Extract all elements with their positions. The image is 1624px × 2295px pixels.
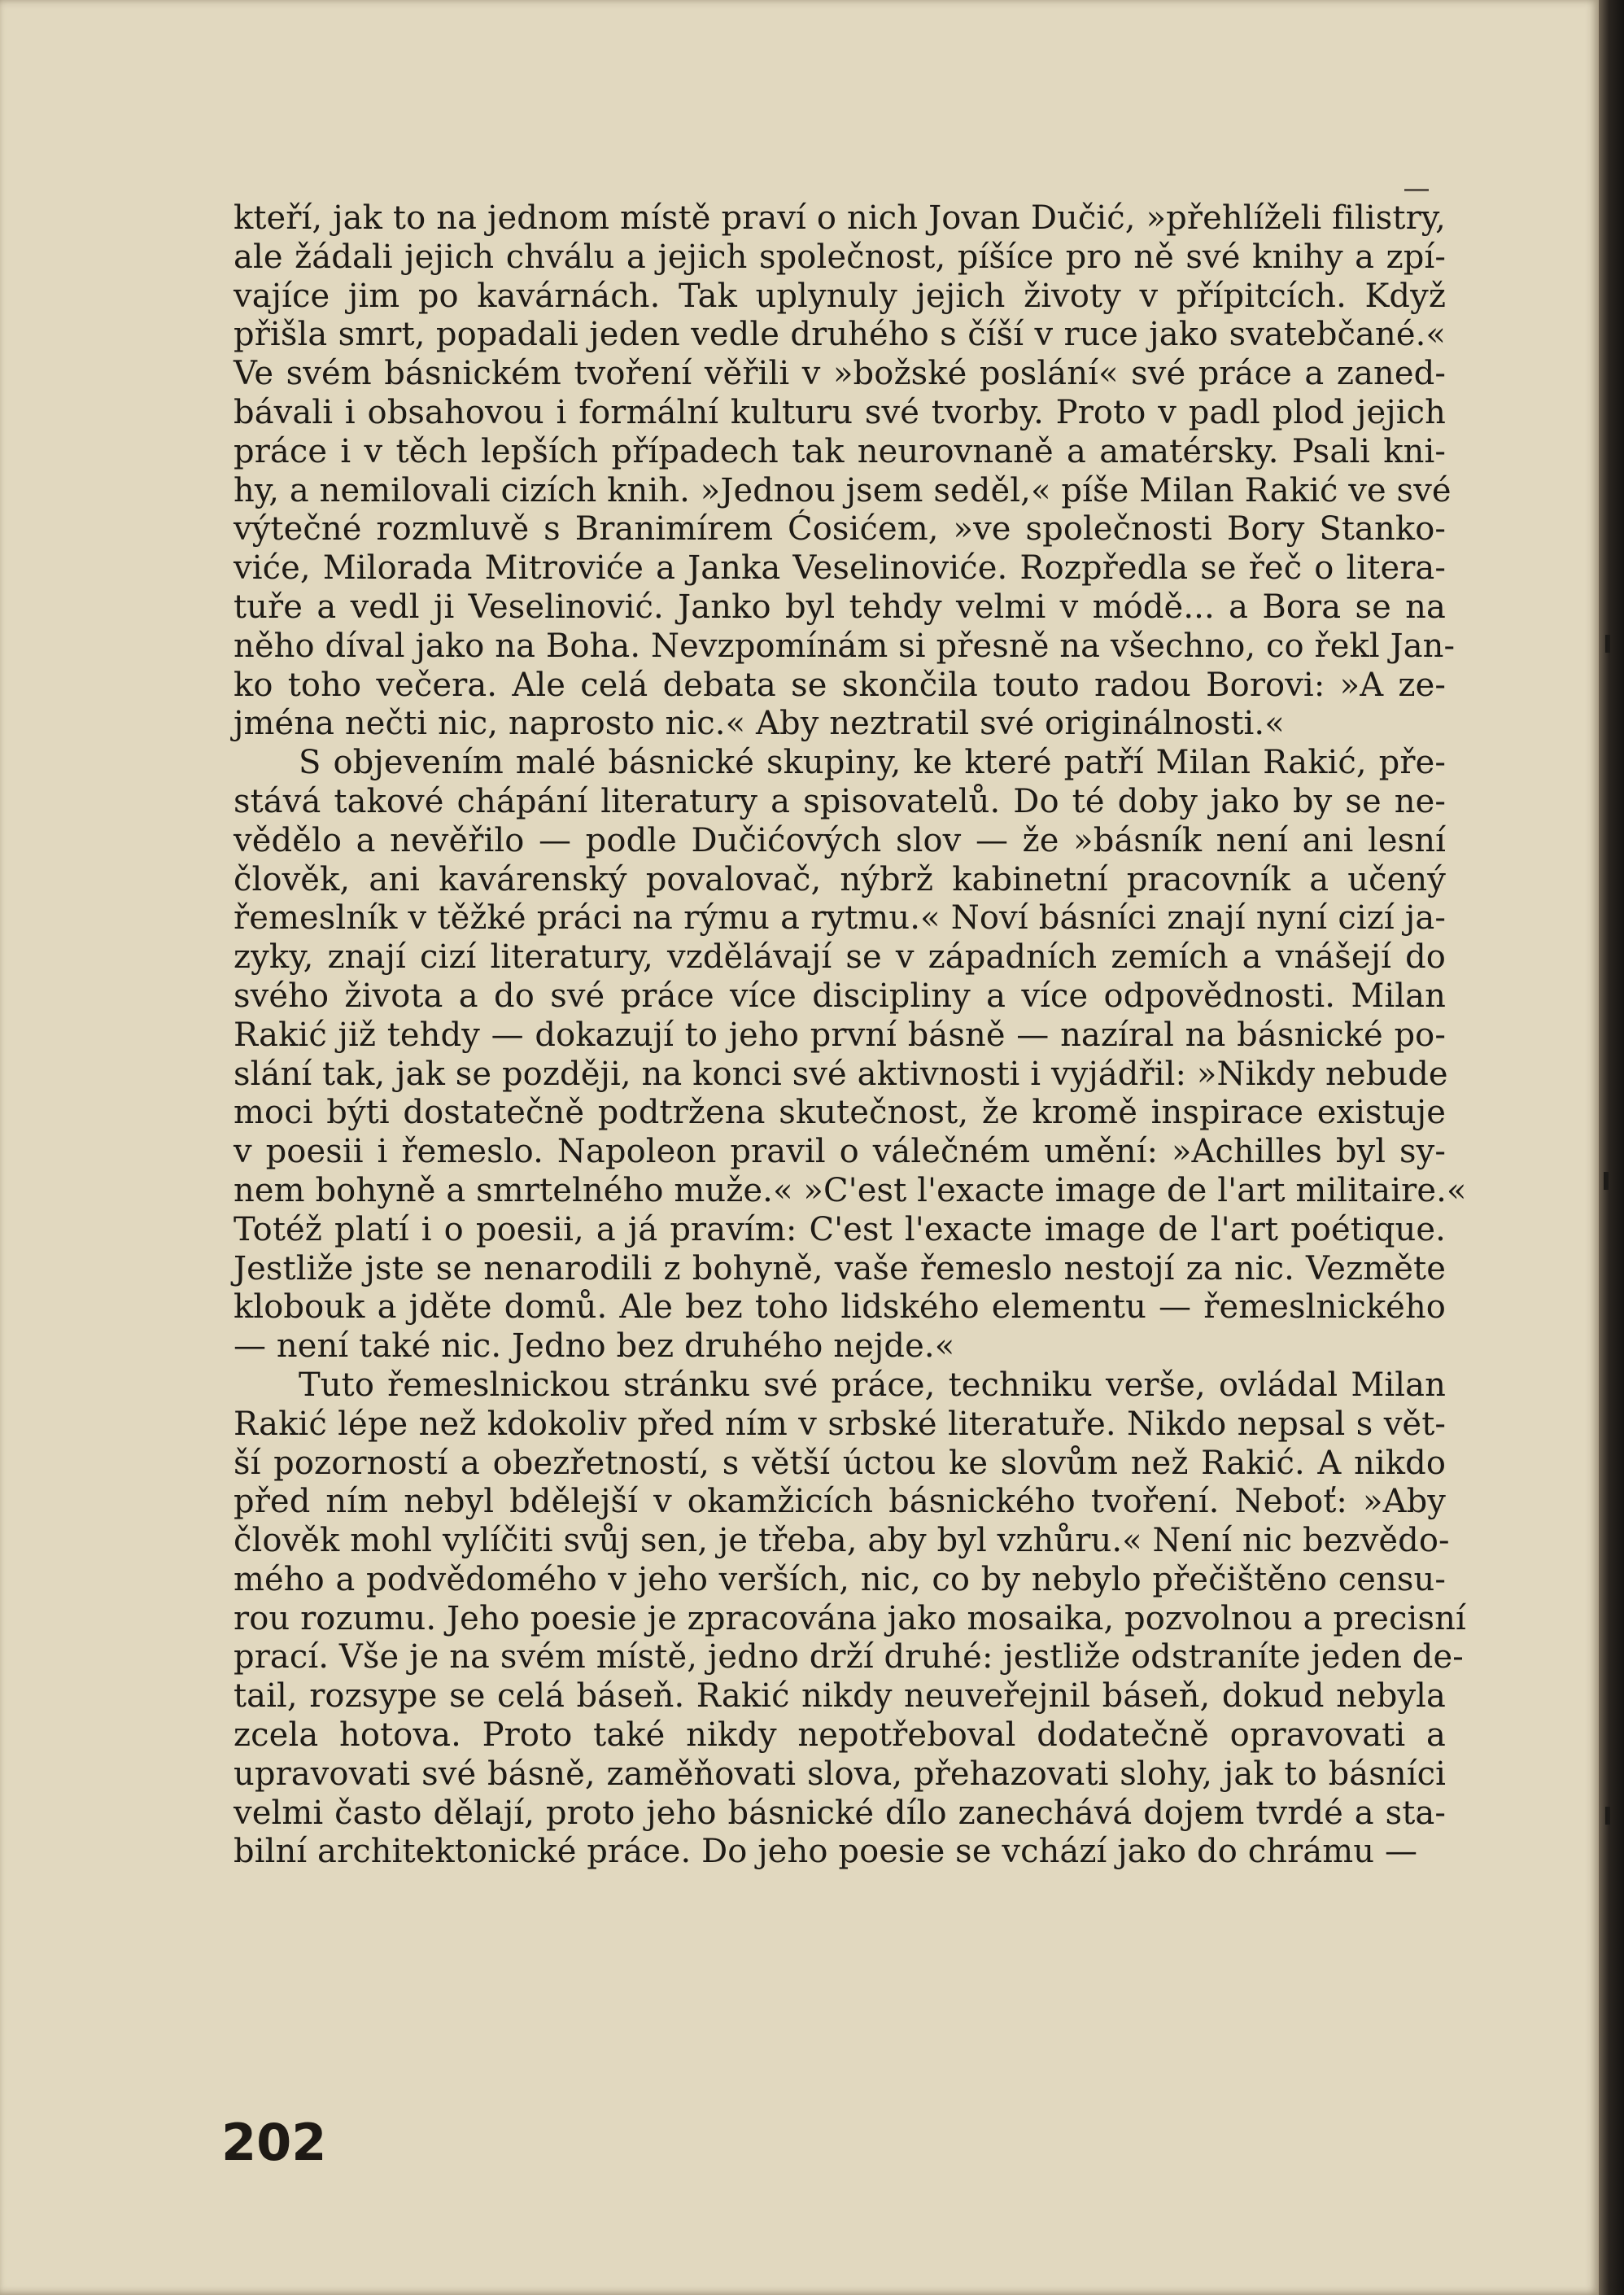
- text-line: vajíce jim po kavárnách. Tak uplynuly jejich životy v přípitcích. Když: [234, 277, 1446, 315]
- text-line: před ním nebyl bdělejší v okamžicích básnického tvoření. Neboť: »Aby: [234, 1483, 1446, 1521]
- text-line: — není také nic. Jedno bez druhého nejde.«: [234, 1327, 955, 1366]
- text-line: Rakić již tehdy — dokazují to jeho první básně — nazíral na básnické po-: [234, 1016, 1446, 1054]
- text-line: tuře a vedl ji Veselinović. Janko byl tehdy velmi v módě... a Bora se na: [234, 588, 1446, 626]
- ink-mark: [1404, 189, 1429, 191]
- text-line: člověk, ani kavárenský povalovač, nýbrž kabinetní pracovník a učený: [234, 860, 1446, 898]
- edge-mark: [1604, 1172, 1609, 1190]
- text-line: Rakić lépe než kdokoliv před ním v srbské literatuře. Nikdo nepsal s vět-: [234, 1405, 1446, 1443]
- text-line: viće, Milorada Mitroviće a Janka Veselinoviće. Rozpředla se řeč o litera-: [234, 549, 1446, 588]
- text-line: moci býti dostatečně podtržena skutečnost, že kromě inspirace existuje: [234, 1094, 1446, 1132]
- paragraph: [234, 744, 1467, 1366]
- text-line: Totéž platí i o poesii, a já pravím: C'est l'exacte image de l'art poétique.: [234, 1210, 1446, 1248]
- text-line: kteří, jak to na jednom místě praví o nich Jovan Dučić, »přehlíželi filistry,: [234, 199, 1446, 237]
- text-line: ší pozorností a obezřetností, s větší úctou ke slovům než Rakić. A nikdo: [234, 1444, 1446, 1482]
- text-line: v poesii i řemeslo. Napoleon pravil o válečném umění: »Achilles byl sy-: [234, 1133, 1446, 1171]
- text-line: vědělo a nevěřilo — podle Dučićových slov — že »básník není ani lesní: [234, 821, 1446, 859]
- text-line: výtečné rozmluvě s Branimírem Ćosićem, »ve společnosti Bory Stanko-: [234, 510, 1446, 549]
- text-line: stává takové chápání literatury a spisovatelů. Do té doby jako by se ne-: [234, 782, 1446, 820]
- text-line: ale žádali jejich chválu a jejich společnost, píšíce pro ně své knihy a zpí-: [234, 238, 1446, 276]
- text-line: prací. Vše je na svém místě, jedno drží druhé: jestliže odstraníte jeden de-: [234, 1638, 1464, 1676]
- text-line: člověk mohl vylíčiti svůj sen, je třeba, aby byl vzhůru.« Není nic bezvědo-: [234, 1522, 1450, 1560]
- text-line: Jestliže jste se nenarodili z bohyně, vaše řemeslo nestojí za nic. Vezměte: [234, 1249, 1446, 1287]
- edge-mark: [1605, 635, 1610, 653]
- text-line: klobouk a jděte domů. Ale bez toho lidského elementu — řemeslnického: [234, 1288, 1446, 1327]
- text-line: upravovati své básně, zaměňovati slova, přehazovati slohy, jak to básníci: [234, 1755, 1446, 1793]
- text-line: jména nečti nic, naprosto nic.« Aby neztratil své originálnosti.«: [234, 705, 1285, 743]
- text-line: něho díval jako na Boha. Nevzpomínám si přesně na všechno, co řekl Jan-: [234, 627, 1456, 665]
- text-line: S objevením malé básnické skupiny, ke které patří Milan Rakić, pře-: [299, 744, 1446, 782]
- text-line: rou rozumu. Jeho poesie je zpracována jako mosaika, pozvolnou a precisní: [234, 1599, 1466, 1637]
- text-line: velmi často dělají, proto jeho básnické dílo zanechává dojem tvrdé a sta-: [234, 1794, 1446, 1832]
- text-line: řemeslník v těžké práci na rýmu a rytmu.« Noví básníci znají nyní cizí ja-: [234, 899, 1446, 938]
- text-line: zyky, znají cizí literatury, vzdělávají se v západních zemích a vnášejí do: [234, 938, 1446, 977]
- text-line: Ve svém básnickém tvoření věřili v »božské poslání« své práce a zaned-: [234, 355, 1446, 393]
- book-edge: [1599, 0, 1624, 2295]
- text-line: nem bohyně a smrtelného muže.« »C'est l'exacte image de l'art militaire.«: [234, 1171, 1467, 1209]
- text-line: hy, a nemilovali cizích knih. »Jednou jsem seděl,« píše Milan Rakić ve své: [234, 471, 1452, 509]
- text-line: práce i v těch lepších případech tak neurovnaně a amatérsky. Psali kni-: [234, 432, 1446, 470]
- text-line: mého a podvědomého v jeho verších, nic, co by nebylo přečištěno censu-: [234, 1560, 1446, 1598]
- text-line: slání tak, jak se později, na konci své aktivnosti i vyjádřil: »Nikdy nebude: [234, 1055, 1448, 1093]
- body-text: [234, 199, 1467, 1872]
- paragraph: [234, 1366, 1466, 1872]
- text-line: bávali i obsahovou i formální kulturu své tvorby. Proto v padl plod jejich: [234, 393, 1446, 431]
- text-line: přišla smrt, popadali jeden vedle druhého s číší v ruce jako svatebčané.«: [234, 316, 1446, 354]
- text-line: bilní architektonické práce. Do jeho poesie se vchází jako do chrámu —: [234, 1833, 1418, 1871]
- text-line: svého života a do své práce více discipliny a více odpovědnosti. Milan: [234, 977, 1446, 1015]
- text-line: ko toho večera. Ale celá debata se skončila touto radou Borovi: »A ze-: [234, 666, 1446, 704]
- text-line: tail, rozsype se celá báseň. Rakić nikdy neuveřejnil báseň, dokud nebyla: [234, 1677, 1446, 1716]
- edge-mark: [1605, 1807, 1610, 1825]
- text-line: Tuto řemeslnickou stránku své práce, techniku verše, ovládal Milan: [299, 1366, 1446, 1404]
- text-line: zcela hotova. Proto také nikdy nepotřeboval dodatečně opravovati a: [234, 1716, 1446, 1755]
- page-number: 202: [221, 2113, 327, 2172]
- paragraph: [234, 199, 1456, 744]
